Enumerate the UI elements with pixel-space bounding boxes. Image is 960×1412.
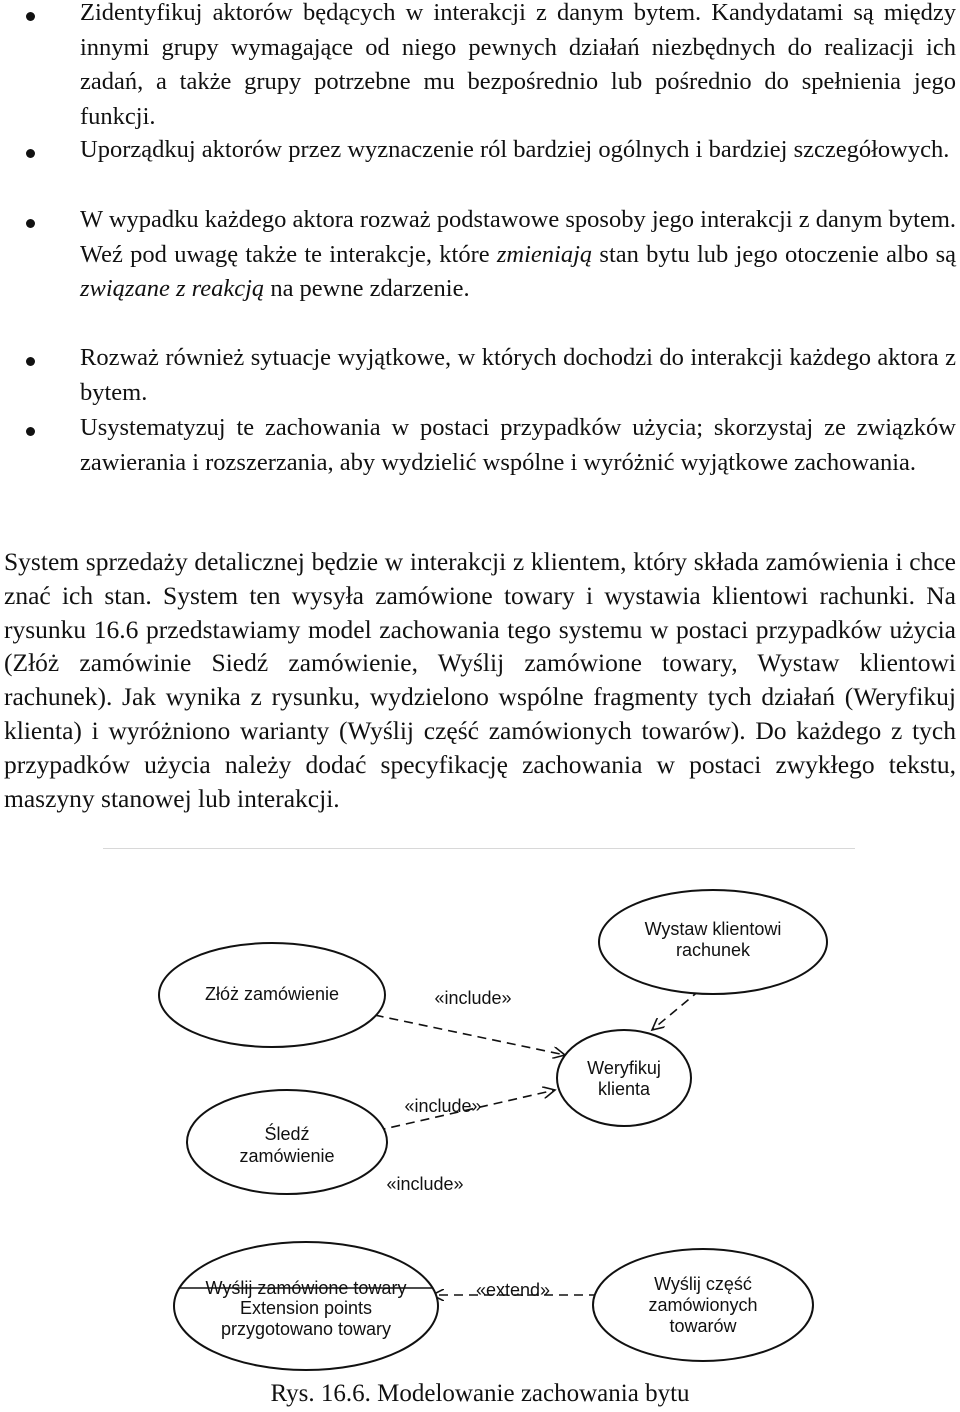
svg-text:zamówienie: zamówienie [239, 1146, 335, 1166]
bullet-dot [26, 427, 35, 436]
body-paragraph: System sprzedaży detalicznej będzie w interakcji z klientem, który składa zamówienia i chce znać ich stan. System ten wysyła zamówione towary i wystawia klientowi rachunki. Na rysunku 16.6 przedstawiamy model zachowania tego systemu w postaci przypadków użycia (Złóż zamówinie Siedź zamówienie, Wyślij zamówione towary, Wystaw klientowi rachunek). Jak wynika z rysunku, wydzielono wspólne fragmenty tych działań (Weryfikuj klienta) i wyróżniono warianty (Wyślij część zamówionych towarów). Do każdego z tych przypadków użycia należy dodać specyfikację zachowania w postaci zwykłego tekstu, maszyny stanowej lub interakcji. [4, 547, 956, 813]
emphasis: zmieniają [496, 240, 593, 268]
emphasis: związane z reakcją [80, 275, 265, 302]
svg-text:klienta: klienta [597, 1079, 651, 1099]
svg-text:Wystaw klientowi: Wystaw klientowi [644, 919, 782, 939]
svg-text:towarów: towarów [669, 1316, 737, 1336]
extend-label: «extend» [475, 1280, 551, 1300]
svg-text:rachunek: rachunek [675, 940, 751, 960]
list-item-text: Usystematyzuj te zachowania w postaci przypadków użycia; skorzystaj ze związków zawierania i rozszerzania, aby wydzielić wspólne i wyróżnić wyjątkowe zachowania. [80, 414, 956, 476]
svg-text:Wyślij część: Wyślij część [654, 1274, 752, 1294]
include-label: «include» [434, 988, 512, 1008]
list-item-text: Rozważ również sytuacje wyjątkowe, w których dochodzi do interakcji każdego aktora z bytem. [80, 344, 956, 406]
include-arrow [652, 990, 700, 1030]
svg-text:Extension points: Extension points [239, 1298, 373, 1318]
include-arrow [360, 1012, 565, 1055]
divider [103, 848, 855, 849]
use-case-wyslij-towary [174, 1242, 438, 1370]
use-case-sledz-zamowienie [187, 1090, 387, 1194]
list-item-text: Uporządkuj aktorów przez wyznaczenie ról bardziej ogólnych i bardziej szczegółowych. [80, 136, 950, 163]
use-case-weryfikuj-klienta [557, 1030, 691, 1126]
include-label: «include» [404, 1096, 482, 1116]
use-case-wyslij-czesc [593, 1249, 813, 1361]
include-label: «include» [386, 1174, 464, 1194]
use-case-zloz-zamowienie [159, 943, 385, 1047]
bullet-dot [26, 357, 35, 366]
bullet-dot [26, 12, 35, 21]
bullet-dot [26, 149, 35, 158]
use-case-wystaw-rachunek [599, 890, 827, 994]
use-case-diagram [0, 850, 960, 1380]
svg-text:przygotowano towary: przygotowano towary [220, 1319, 392, 1339]
svg-text:Śledź: Śledź [264, 1124, 310, 1144]
svg-text:Złóż zamówienie: Złóż zamówienie [204, 984, 340, 1004]
figure-caption: Rys. 16.6. Modelowanie zachowania bytu [270, 1380, 690, 1407]
bullet-dot [26, 219, 35, 228]
list-item-text: Zidentyfikuj aktorów będących w interakcji z danym bytem. Kandydatami są między innymi grupy wymagające od niego pewnych działań niezbędnych do realizacji ich zadań, a także grupy potrzebne mu bezpośrednio lub pośrednio do spełnienia jego funkcji. [80, 0, 956, 130]
list-item-text: W wypadku każdego aktora rozważ podstawowe sposoby jego interakcji z danym bytem. Weź pod uwagę także te interakcje, które zmieniają stan bytu lub jego otoczenie albo są związane z reakcją na pewne zdarzenie. [80, 206, 956, 302]
svg-text:Wyślij zamówione towary: Wyślij zamówione towary [205, 1278, 407, 1298]
svg-text:zamówionych: zamówionych [648, 1295, 758, 1315]
svg-text:Weryfikuj: Weryfikuj [587, 1058, 661, 1078]
